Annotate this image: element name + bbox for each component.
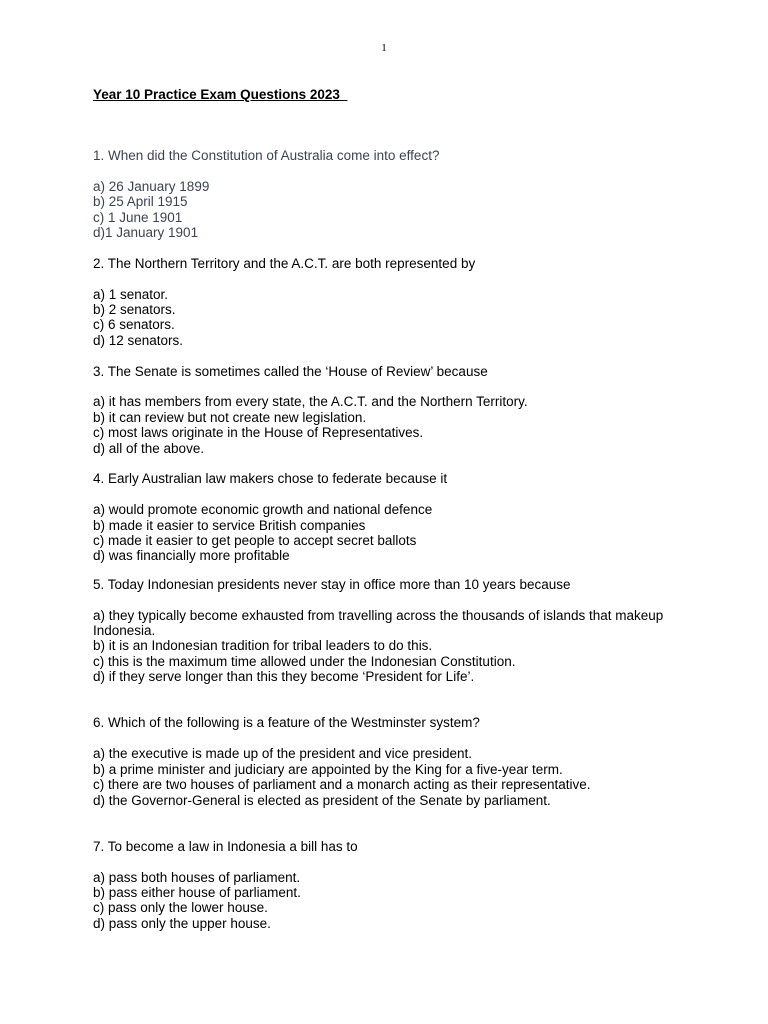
option-b: b) made it easier to service British companies [93, 517, 366, 533]
option-d: d) the Governor-General is elected as president of the Senate by parliament. [93, 792, 551, 808]
question-5 [93, 577, 693, 685]
option-c: c) 6 senators. [93, 317, 175, 333]
option-c: c) 1 June 1901 [93, 209, 183, 225]
answer-options [93, 287, 693, 349]
option-d: d) was financially more profitable [93, 548, 290, 564]
question-text: 3. The Senate is sometimes called the ‘House of Review’ because [93, 363, 488, 379]
spacer [93, 564, 693, 577]
option-b: b) 2 senators. [93, 302, 176, 318]
option-a: a) 1 senator. [93, 286, 169, 302]
answer-options [93, 179, 693, 241]
question-1 [93, 148, 693, 240]
answer-options [93, 394, 693, 456]
spacer [93, 240, 693, 255]
question-2 [93, 256, 693, 348]
option-b: b) it is an Indonesian tradition for tribal leaders to do this. [93, 638, 433, 654]
question-7 [93, 839, 693, 931]
question-text: 2. The Northern Territory and the A.C.T. are both represented by [93, 255, 476, 271]
question-text: 4. Early Australian law makers chose to federate because it [93, 471, 448, 487]
question-text: 6. Which of the following is a feature of the Westminster system? [93, 715, 480, 731]
option-d: d) if they serve longer than this they become ‘President for Life’. [93, 669, 475, 685]
question-3 [93, 364, 693, 456]
option-b: b) it can review but not create new legislation. [93, 409, 367, 425]
page-number: 1 [381, 42, 387, 54]
option-a: a) they typically become exhausted from travelling across the thousands of islands that makeup Indonesia. [93, 607, 664, 639]
spacer [93, 685, 693, 716]
spacer [93, 808, 693, 839]
option-c: c) this is the maximum time allowed under the Indonesian Constitution. [93, 653, 516, 669]
answer-options [93, 746, 693, 808]
option-d: d) pass only the upper house. [93, 915, 271, 931]
option-a: a) would promote economic growth and national defence [93, 502, 433, 518]
option-b: b) a prime minister and judiciary are appointed by the King for a five-year term. [93, 761, 563, 777]
option-a: a) pass both houses of parliament. [93, 869, 301, 885]
answer-options [93, 870, 693, 932]
option-a: a) the executive is made up of the president and vice president. [93, 746, 472, 762]
option-b: b) 25 April 1915 [93, 194, 188, 210]
spacer [93, 348, 693, 363]
question-4 [93, 471, 693, 563]
question-text: 7. To become a law in Indonesia a bill has to [93, 838, 358, 854]
document-title: Year 10 Practice Exam Questions 2023 [93, 87, 348, 102]
option-d: d) all of the above. [93, 440, 205, 456]
option-a: a) 26 January 1899 [93, 178, 210, 194]
option-c: c) there are two houses of parliament and a monarch acting as their representative. [93, 777, 591, 793]
option-c: c) most laws originate in the House of Representatives. [93, 425, 424, 441]
option-b: b) pass either house of parliament. [93, 884, 301, 900]
question-text: 1. When did the Constitution of Australia come into effect? [93, 148, 440, 163]
option-a: a) it has members from every state, the A.C.T. and the Northern Territory. [93, 394, 528, 410]
spacer [93, 456, 693, 471]
option-c: c) pass only the lower house. [93, 900, 268, 916]
option-c: c) made it easier to get people to accept secret ballots [93, 533, 417, 549]
answer-options [93, 502, 693, 564]
answer-options [93, 608, 693, 685]
question-6 [93, 715, 693, 807]
question-text: 5. Today Indonesian presidents never stay in office more than 10 years because [93, 576, 571, 592]
option-d: d)1 January 1901 [93, 225, 199, 241]
question-list [93, 148, 693, 931]
option-d: d) 12 senators. [93, 332, 184, 348]
